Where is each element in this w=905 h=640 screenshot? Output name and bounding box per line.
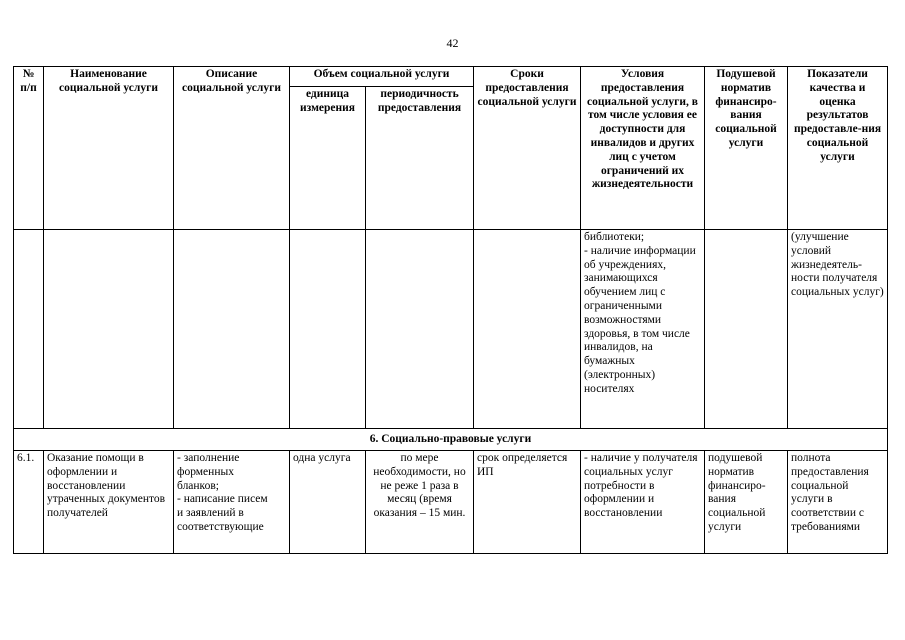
header-conditions: Условия предоставления социальной услуги, в том числе условия ее доступности для инвалидов и других лиц с учетом ограничений их жизнедеятельности <box>581 67 705 230</box>
header-terms: Сроки предоставления социальной услуги <box>474 67 581 230</box>
header-indicators: Показатели качества и оценка результатов предоставле-ния социальной услуги <box>788 67 888 230</box>
section-row <box>14 429 888 451</box>
cell-terms: срок определяется ИП <box>474 451 581 554</box>
cell-empty <box>44 230 174 429</box>
description-line: форменных <box>177 465 234 478</box>
cell-empty <box>366 230 474 429</box>
description-line: - заполнение <box>177 452 240 464</box>
header-periodicity: периодичность предоставления <box>366 87 474 230</box>
cell-empty <box>290 230 366 429</box>
services-table <box>13 66 888 554</box>
cell-description <box>174 451 290 554</box>
cell-empty <box>174 230 290 429</box>
cell-empty <box>705 230 788 429</box>
description-line: бланков; <box>177 479 219 492</box>
header-row-1 <box>14 67 888 87</box>
cell-name: Оказание помощи в оформлении и восстановлении утраченных документов получателей <box>44 451 174 554</box>
header-norm: Подушевой норматив финансиро-вания социальной услуги <box>705 67 788 230</box>
table-row-continued <box>14 230 888 429</box>
header-unit: единица измерения <box>290 87 366 230</box>
header-name: Наименование социальной услуги <box>44 67 174 230</box>
cell-empty <box>14 230 44 429</box>
cell-conditions: - наличие у получателя социальных услуг потребности в оформлении и восстановлении <box>581 451 705 554</box>
cell-periodicity: по мере необходимости, но не реже 1 раза в месяц (время оказания – 15 мин. <box>366 451 474 554</box>
page-number: 42 <box>446 36 459 50</box>
description-line: - написание писем <box>177 493 268 506</box>
description-line: соответствующие <box>177 520 264 533</box>
cell-indicators-continued: (улучшение условий жизнедеятель-ности получателя социальных услуг) <box>788 230 888 429</box>
cell-norm: подушевой норматив финансиро-вания социальной услуги <box>705 451 788 554</box>
description-line: и заявлений в <box>177 507 244 520</box>
section-title: 6. Социально-правовые услуги <box>14 429 888 451</box>
cell-conditions-continued: библиотеки; - наличие информации об учреждениях, занимающихся обучением лиц с ограниченными возможностями здоровья, в том числе инвалидов, на бумажных (электронных) носителях <box>581 230 705 429</box>
header-description: Описание социальной услуги <box>174 67 290 230</box>
header-num: № п/п <box>14 67 44 230</box>
cell-indicators: полнота предоставления социальной услуги в соответствии с требованиями <box>788 451 888 554</box>
cell-unit: одна услуга <box>290 451 366 554</box>
cell-empty <box>474 230 581 429</box>
header-volume: Объем социальной услуги <box>290 67 474 87</box>
cell-num: 6.1. <box>14 451 44 554</box>
table-row-6-1 <box>14 451 888 554</box>
